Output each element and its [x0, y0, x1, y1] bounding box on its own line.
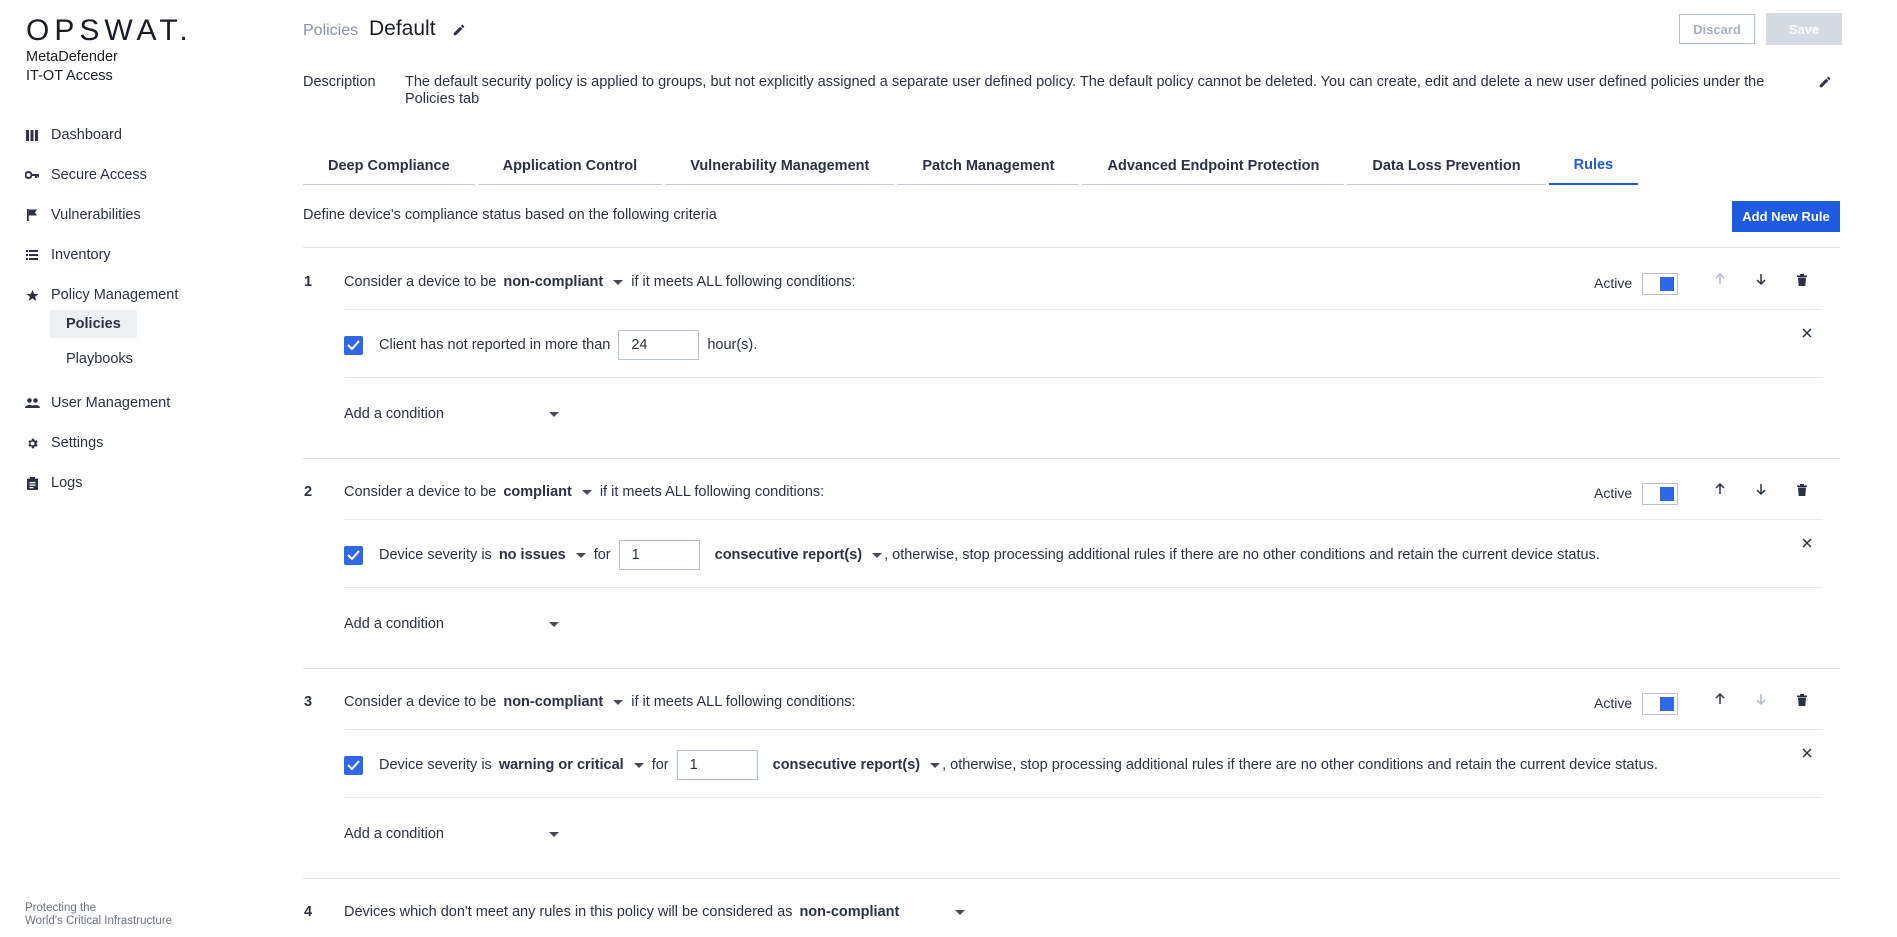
nav-logs[interactable]	[24, 470, 82, 496]
divider	[344, 797, 1822, 798]
rule-number: 1	[304, 274, 313, 290]
status-dropdown[interactable]: compliant	[503, 484, 572, 500]
severity-dropdown[interactable]: no issues	[498, 547, 566, 563]
sidebar-item-playbooks[interactable]: Playbooks	[66, 351, 133, 367]
rule-header	[344, 694, 856, 710]
product-name	[26, 48, 118, 86]
nav-vulnerabilities-label: Vulnerabilities	[51, 207, 141, 223]
condition-trailing-text: , otherwise, stop processing additional rules if there are no other conditions and retain the current device status.	[884, 547, 1600, 563]
add-condition-label: Add a condition	[344, 826, 444, 842]
condition-checkbox[interactable]	[344, 546, 363, 565]
active-label: Active	[1594, 275, 1633, 291]
nav-policy-management[interactable]	[24, 282, 178, 308]
tab-deep-compliance[interactable]: Deep Compliance	[303, 147, 475, 185]
chevron-down-icon[interactable]	[576, 553, 586, 558]
edit-title-icon[interactable]	[452, 23, 466, 37]
rule-suffix: if it meets ALL following conditions:	[631, 274, 856, 290]
tab-advanced-endpoint-protection[interactable]: Advanced Endpoint Protection	[1082, 147, 1344, 185]
divider	[303, 247, 1840, 248]
close-icon[interactable]	[1798, 324, 1816, 342]
rule-number: 3	[304, 694, 313, 710]
add-new-rule-button[interactable]: Add New Rule	[1732, 201, 1840, 232]
chevron-down-icon[interactable]	[582, 490, 592, 495]
policy-tabs	[303, 147, 1641, 185]
move-down-icon[interactable]	[1752, 690, 1770, 708]
chevron-down-icon[interactable]	[872, 553, 882, 558]
chevron-down-icon[interactable]	[930, 763, 940, 768]
opswat-logo[interactable]: OPSWAT.	[26, 14, 193, 47]
tab-application-control[interactable]: Application Control	[478, 147, 663, 185]
star-icon	[24, 287, 40, 303]
close-icon[interactable]	[1798, 744, 1816, 762]
active-label: Active	[1594, 485, 1633, 501]
rule-prefix: Consider a device to be	[344, 694, 497, 710]
add-condition-dropdown[interactable]	[344, 826, 567, 842]
divider	[344, 587, 1822, 588]
divider	[344, 519, 1822, 520]
sidebar	[0, 0, 230, 937]
move-up-icon[interactable]	[1711, 270, 1729, 288]
chevron-down-icon[interactable]	[613, 700, 623, 705]
footer-tagline-line2: World's Critical Infrastructure	[25, 915, 173, 927]
nav-inventory[interactable]	[24, 242, 111, 268]
condition-text: Client has not reported in more than	[379, 337, 611, 353]
add-condition-label: Add a condition	[344, 406, 444, 422]
dashboard-icon	[24, 127, 40, 143]
gear-icon	[24, 435, 40, 451]
nav-user-management-label: User Management	[51, 395, 171, 411]
move-up-icon[interactable]	[1711, 480, 1729, 498]
flag-icon	[24, 207, 40, 223]
move-down-icon[interactable]	[1752, 270, 1770, 288]
breadcrumb[interactable]: Policies	[303, 22, 359, 39]
unit-dropdown[interactable]: consecutive report(s)	[714, 547, 863, 563]
rule-header	[344, 484, 824, 500]
tab-data-loss-prevention[interactable]: Data Loss Prevention	[1347, 147, 1545, 185]
condition-row	[344, 750, 1658, 780]
product-name-line1: MetaDefender	[26, 49, 118, 65]
rule-prefix: Consider a device to be	[344, 274, 497, 290]
rule-header	[344, 274, 856, 290]
nav-settings[interactable]	[24, 430, 103, 456]
edit-description-icon[interactable]	[1818, 75, 1832, 89]
rule-suffix: if it meets ALL following conditions:	[631, 694, 856, 710]
chevron-down-icon[interactable]	[634, 763, 644, 768]
condition-row	[344, 330, 757, 360]
nav-inventory-label: Inventory	[51, 247, 111, 263]
page-title: Default	[369, 17, 436, 40]
for-label: for	[651, 757, 669, 773]
tab-rules[interactable]: Rules	[1549, 147, 1639, 185]
condition-checkbox[interactable]	[344, 336, 363, 355]
severity-dropdown[interactable]: warning or critical	[498, 757, 624, 773]
unit-dropdown[interactable]: consecutive report(s)	[772, 757, 921, 773]
footer-tagline	[25, 902, 172, 928]
save-button[interactable]: Save	[1766, 13, 1842, 45]
status-dropdown[interactable]: non-compliant	[503, 274, 604, 290]
nav-user-management[interactable]	[24, 390, 170, 416]
list-icon	[24, 247, 40, 263]
reports-input[interactable]	[677, 750, 758, 780]
description-text: The default security policy is applied to groups, but not explicitly assigned a separate user defined policy. The default policy cannot be deleted. You can create, edit and delete a new user defined policies under the Policies tab	[405, 74, 1765, 107]
condition-text: Device severity is	[379, 757, 492, 773]
divider	[344, 377, 1822, 378]
footer-tagline-line1: Protecting the	[25, 902, 96, 914]
tab-vulnerability-management[interactable]: Vulnerability Management	[665, 147, 894, 185]
nav-secure-access[interactable]	[24, 162, 147, 188]
chevron-down-icon[interactable]	[549, 412, 559, 417]
divider	[303, 458, 1840, 459]
chevron-down-icon[interactable]	[549, 622, 559, 627]
clipboard-icon	[24, 475, 40, 491]
rule-number: 4	[304, 904, 313, 920]
condition-trailing-text: , otherwise, stop processing additional rules if there are no other conditions and retain the current device status.	[942, 757, 1658, 773]
close-icon[interactable]	[1798, 534, 1816, 552]
chevron-down-icon[interactable]	[613, 280, 623, 285]
divider	[303, 878, 1840, 879]
toggle-knob	[1660, 277, 1674, 291]
criteria-text: Define device's compliance status based on the following criteria	[303, 207, 717, 223]
divider	[303, 668, 1840, 669]
condition-unit: hour(s).	[707, 337, 758, 353]
active-toggle[interactable]	[1642, 693, 1678, 715]
add-condition-label: Add a condition	[344, 616, 444, 632]
hours-input[interactable]	[618, 330, 699, 360]
reports-input[interactable]	[619, 540, 700, 570]
description-label: Description	[303, 74, 376, 90]
chevron-down-icon[interactable]	[549, 832, 559, 837]
condition-text: Device severity is	[379, 547, 492, 563]
nav-policy-management-label: Policy Management	[51, 287, 179, 303]
default-rule-text: Devices which don't meet any rules in this policy will be considered as	[344, 904, 793, 920]
toggle-knob	[1660, 697, 1674, 711]
condition-checkbox[interactable]	[344, 756, 363, 775]
nav-dashboard[interactable]	[24, 122, 122, 148]
divider	[344, 729, 1822, 730]
users-icon	[24, 395, 40, 411]
rule-prefix: Consider a device to be	[344, 484, 497, 500]
nav-logs-label: Logs	[51, 475, 83, 491]
active-label: Active	[1594, 695, 1633, 711]
for-label: for	[593, 547, 611, 563]
default-status-dropdown[interactable]: non-compliant	[799, 904, 900, 920]
move-down-icon[interactable]	[1752, 480, 1770, 498]
key-icon	[24, 167, 40, 183]
move-up-icon[interactable]	[1711, 690, 1729, 708]
nav-dashboard-label: Dashboard	[51, 127, 122, 143]
delete-icon[interactable]	[1793, 481, 1811, 499]
add-condition-dropdown[interactable]	[344, 616, 567, 632]
delete-icon[interactable]	[1793, 271, 1811, 289]
discard-button[interactable]: Discard	[1679, 14, 1755, 44]
active-toggle[interactable]	[1642, 273, 1678, 295]
active-toggle[interactable]	[1642, 483, 1678, 505]
add-condition-dropdown[interactable]	[344, 406, 567, 422]
divider	[344, 309, 1822, 310]
nav-vulnerabilities[interactable]	[24, 202, 141, 228]
product-name-line2: IT-OT Access	[26, 68, 113, 84]
toggle-knob	[1660, 487, 1674, 501]
rule-suffix: if it meets ALL following conditions:	[599, 484, 825, 500]
status-dropdown[interactable]: non-compliant	[503, 694, 604, 710]
delete-icon[interactable]	[1793, 691, 1811, 709]
sidebar-item-policies[interactable]: Policies	[50, 310, 137, 338]
nav-secure-access-label: Secure Access	[51, 167, 147, 183]
nav-settings-label: Settings	[51, 435, 104, 451]
default-rule-row	[344, 904, 973, 920]
condition-row	[344, 540, 1600, 570]
chevron-down-icon[interactable]	[955, 910, 965, 915]
rule-number: 2	[304, 484, 313, 500]
tab-patch-management[interactable]: Patch Management	[897, 147, 1079, 185]
